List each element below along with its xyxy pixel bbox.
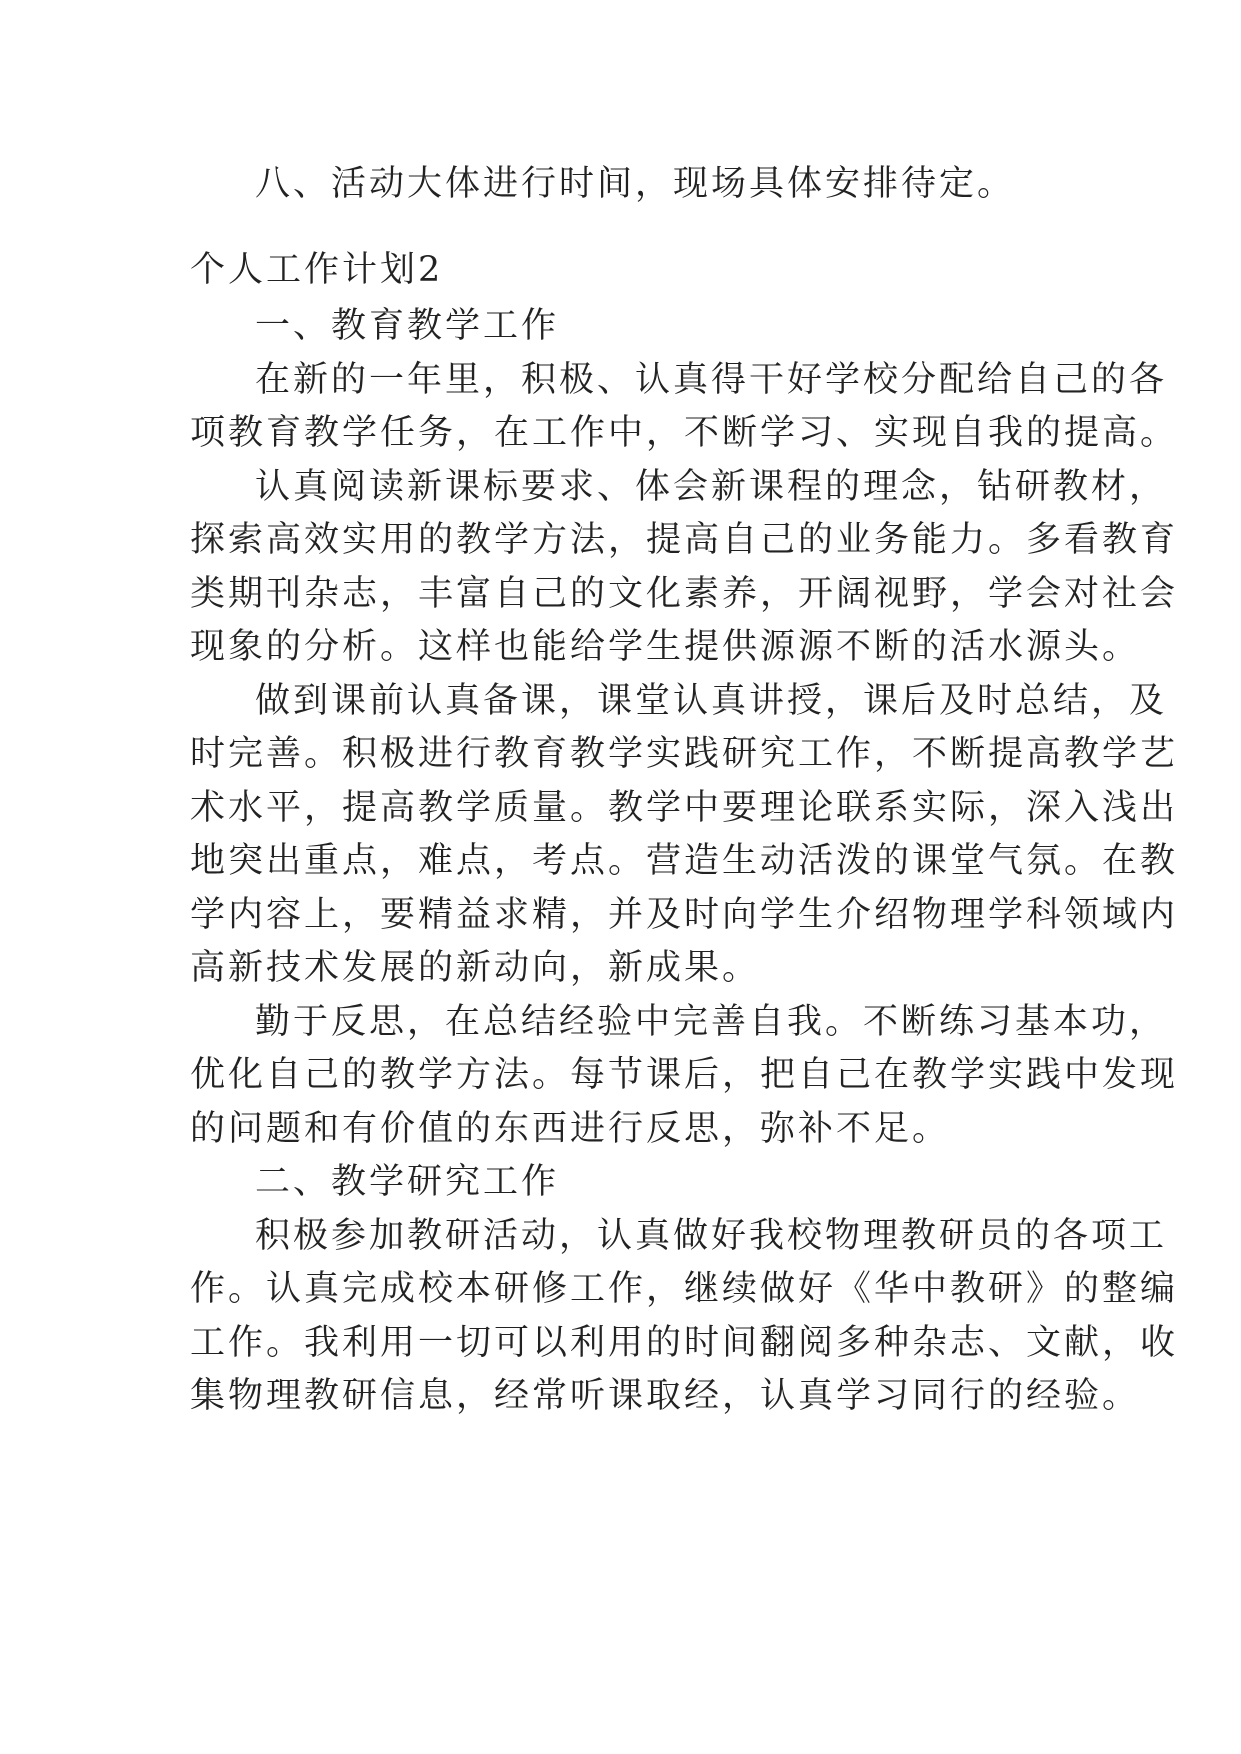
paragraph-line: 优化自己的教学方法。每节课后，把自己在教学实践中发现 [190,1055,1179,1095]
paragraph-line: 集物理教研信息，经常听课取经，认真学习同行的经验。 [190,1376,1141,1416]
paragraph-line: 学内容上，要精益求精，并及时向学生介绍物理学科领域内 [190,895,1179,935]
paragraph-line: 探索高效实用的教学方法，提高自己的业务能力。多看教育 [190,520,1179,560]
paragraph-line: 在新的一年里，积极、认真得干好学校分配给自己的各 [255,360,1168,400]
paragraph-line: 高新技术发展的新动向，新成果。 [190,948,761,988]
paragraph-line: 作。认真完成校本研修工作，继续做好《华中教研》的整编 [190,1269,1179,1309]
paragraph-line: 工作。我利用一切可以利用的时间翻阅多种杂志、文献，收 [190,1323,1179,1363]
paragraph-line: 认真阅读新课标要求、体会新课程的理念，钻研教材， [255,467,1168,507]
section-8-line: 八、活动大体进行时间，现场具体安排待定。 [255,164,1016,204]
document-title: 个人工作计划2 [190,250,444,290]
paragraph-line: 积极参加教研活动，认真做好我校物理教研员的各项工 [255,1216,1168,1256]
paragraph-line: 项教育教学任务，在工作中，不断学习、实现自我的提高。 [190,413,1179,453]
paragraph-line: 的问题和有价值的东西进行反思，弥补不足。 [190,1109,951,1149]
paragraph-line: 做到课前认真备课，课堂认真讲授，课后及时总结，及 [255,681,1168,721]
paragraph-line: 现象的分析。这样也能给学生提供源源不断的活水源头。 [190,627,1141,667]
paragraph-line: 勤于反思，在总结经验中完善自我。不断练习基本功， [255,1002,1168,1042]
paragraph-line: 时完善。积极进行教育教学实践研究工作，不断提高教学艺 [190,734,1179,774]
section-heading-1: 一、教育教学工作 [255,306,560,346]
paragraph-line: 类期刊杂志，丰富自己的文化素养，开阔视野，学会对社会 [190,574,1179,614]
paragraph-line: 地突出重点，难点，考点。营造生动活泼的课堂气氛。在教 [190,841,1179,881]
paragraph-line: 术水平，提高教学质量。教学中要理论联系实际，深入浅出 [190,788,1179,828]
section-heading-2: 二、教学研究工作 [255,1162,560,1202]
